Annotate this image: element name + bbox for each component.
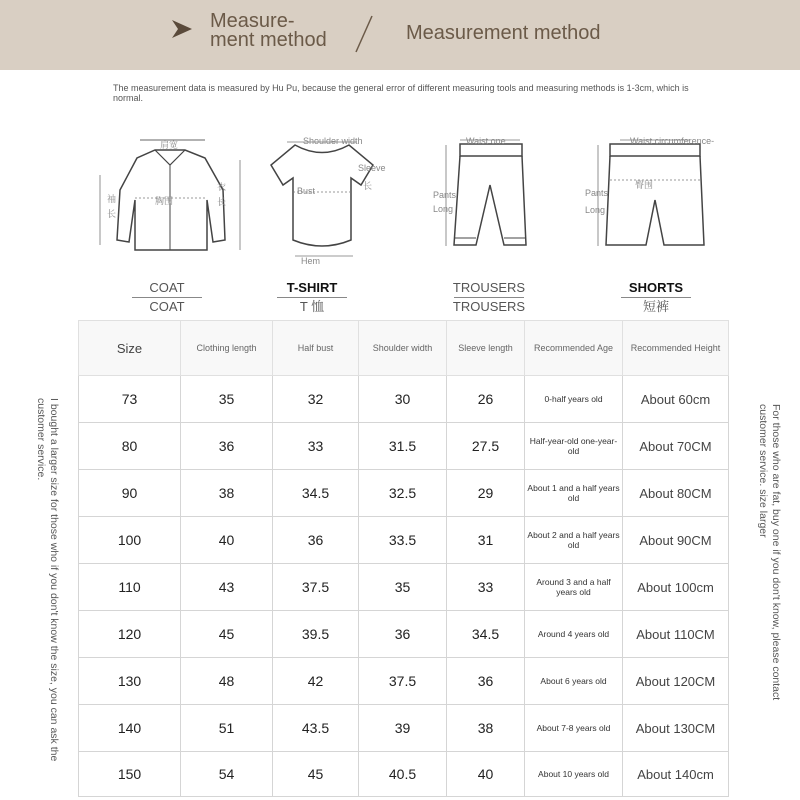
cell-size: 73	[79, 376, 181, 423]
tshirt-caption-en: T-SHIRT	[286, 280, 338, 295]
tshirt-label-bust: Bust	[297, 186, 316, 196]
table-row	[79, 752, 729, 797]
cell-half-bust: 36	[273, 517, 359, 564]
shorts-label-pants: Pants	[585, 188, 609, 198]
coat-label-chest: 胸围	[155, 196, 174, 206]
header-size: Size	[79, 321, 181, 376]
cell-sleeve-length: 33	[447, 564, 525, 611]
measurement-note: The measurement data is measured by Hu Pu, because the general error of different measuring tools and measuring methods is 1-3cm, which is normal.	[113, 83, 689, 103]
table-row	[79, 611, 729, 658]
trousers-label-waist: Waist one	[466, 136, 506, 146]
cell-clothing-length: 35	[181, 376, 273, 423]
cell-age: About 6 years old	[525, 658, 623, 705]
cell-size: 150	[79, 752, 181, 797]
cell-height: About 140cm	[623, 752, 729, 797]
cell-shoulder-width: 36	[359, 611, 447, 658]
cell-shoulder-width: 30	[359, 376, 447, 423]
cell-clothing-length: 45	[181, 611, 273, 658]
cell-size: 110	[79, 564, 181, 611]
cell-size: 120	[79, 611, 181, 658]
header-band	[0, 0, 800, 70]
slash-divider	[352, 14, 376, 54]
shorts-caption-en: SHORTS	[628, 280, 684, 295]
table-row	[79, 705, 729, 752]
tshirt-label-shoulder: Shoulder width	[303, 136, 363, 146]
cell-shoulder-width: 35	[359, 564, 447, 611]
cell-height: About 100cm	[623, 564, 729, 611]
cell-size: 130	[79, 658, 181, 705]
shorts-caption	[620, 280, 692, 315]
size-table	[78, 320, 729, 797]
cell-height: About 80CM	[623, 470, 729, 517]
cell-age: 0-half years old	[525, 376, 623, 423]
cell-height: About 110CM	[623, 611, 729, 658]
side-note-right: For those who are fat, buy one if you don't know, please contact customer service. size larger	[757, 404, 782, 701]
cell-clothing-length: 36	[181, 423, 273, 470]
cell-height: About 120CM	[623, 658, 729, 705]
table-row	[79, 423, 729, 470]
cell-shoulder-width: 37.5	[359, 658, 447, 705]
cell-height: About 70CM	[623, 423, 729, 470]
cell-sleeve-length: 31	[447, 517, 525, 564]
cell-half-bust: 43.5	[273, 705, 359, 752]
table-row	[79, 376, 729, 423]
shorts-caption-cn: 短裤	[642, 299, 669, 314]
cell-shoulder-width: 33.5	[359, 517, 447, 564]
cell-size: 90	[79, 470, 181, 517]
cell-sleeve-length: 34.5	[447, 611, 525, 658]
cell-size: 140	[79, 705, 181, 752]
cell-age: Around 4 years old	[525, 611, 623, 658]
table-row	[79, 470, 729, 517]
cell-age: Around 3 and a half years old	[525, 564, 623, 611]
cell-half-bust: 45	[273, 752, 359, 797]
cell-shoulder-width: 40.5	[359, 752, 447, 797]
header-clothing-length: Clothing length	[181, 321, 273, 376]
coat-label-length: 衣长	[217, 182, 227, 207]
cell-age: Half-year-old one-year-old	[525, 423, 623, 470]
tshirt-figure	[265, 130, 395, 270]
trousers-caption-en-2: TROUSERS	[452, 299, 526, 314]
coat-caption-en: COAT	[149, 280, 185, 295]
coat-label-shoulder: 肩宽	[160, 140, 179, 150]
table-header-row	[79, 321, 729, 376]
cell-height: About 130CM	[623, 705, 729, 752]
side-note-left: I bought a larger size for those who if you don't know the size, you can ask the customer service.	[35, 398, 60, 762]
cell-clothing-length: 54	[181, 752, 273, 797]
cell-clothing-length: 43	[181, 564, 273, 611]
cell-sleeve-length: 27.5	[447, 423, 525, 470]
header-sleeve-length: Sleeve length	[447, 321, 525, 376]
cell-shoulder-width: 31.5	[359, 423, 447, 470]
tshirt-label-sleeve-cn: 长	[363, 181, 373, 191]
shorts-figure	[580, 130, 740, 260]
table-row	[79, 564, 729, 611]
trousers-figure	[430, 130, 540, 260]
trousers-caption	[448, 280, 530, 315]
cell-sleeve-length: 26	[447, 376, 525, 423]
header-title-left: Measure- ment method	[210, 10, 327, 51]
cell-height: About 90CM	[623, 517, 729, 564]
cell-half-bust: 39.5	[273, 611, 359, 658]
table-row	[79, 517, 729, 564]
header-recommended-age: Recommended Age	[525, 321, 623, 376]
coat-caption	[125, 280, 209, 315]
coat-caption-en-2: COAT	[149, 299, 185, 314]
cell-half-bust: 33	[273, 423, 359, 470]
shorts-label-hip: 臀围	[635, 180, 654, 190]
cell-size: 80	[79, 423, 181, 470]
tshirt-label-sleeve: Sleeve	[358, 163, 386, 173]
header-recommended-height: Recommended Height	[623, 321, 729, 376]
cell-half-bust: 42	[273, 658, 359, 705]
coat-figure	[95, 130, 245, 260]
cell-shoulder-width: 39	[359, 705, 447, 752]
cell-sleeve-length: 36	[447, 658, 525, 705]
tshirt-caption-cn: T 恤	[299, 299, 325, 314]
header-half-bust: Half bust	[273, 321, 359, 376]
cell-age: About 2 and a half years old	[525, 517, 623, 564]
tshirt-illustration	[265, 130, 395, 270]
table-row	[79, 658, 729, 705]
trousers-label-pants: Pants	[433, 190, 457, 200]
cell-sleeve-length: 29	[447, 470, 525, 517]
cell-clothing-length: 40	[181, 517, 273, 564]
cell-age: About 7-8 years old	[525, 705, 623, 752]
trousers-label-long: Long	[433, 204, 454, 214]
cell-age: About 1 and a half years old	[525, 470, 623, 517]
cell-shoulder-width: 32.5	[359, 470, 447, 517]
shorts-label-waist: Waist circumference-	[630, 136, 715, 146]
tshirt-caption	[276, 280, 348, 315]
cell-half-bust: 32	[273, 376, 359, 423]
header-title-right: Measurement method	[406, 22, 601, 44]
cell-clothing-length: 38	[181, 470, 273, 517]
cell-height: About 60cm	[623, 376, 729, 423]
arrow-icon	[170, 18, 194, 40]
header-shoulder-width: Shoulder width	[359, 321, 447, 376]
cell-half-bust: 34.5	[273, 470, 359, 517]
tshirt-label-hem: Hem	[301, 256, 321, 266]
cell-clothing-length: 48	[181, 658, 273, 705]
coat-label-sleeve: 袖长	[107, 194, 117, 219]
cell-size: 100	[79, 517, 181, 564]
cell-sleeve-length: 40	[447, 752, 525, 797]
cell-half-bust: 37.5	[273, 564, 359, 611]
trousers-caption-en: TROUSERS	[452, 280, 526, 295]
cell-clothing-length: 51	[181, 705, 273, 752]
shorts-label-long: Long	[585, 205, 606, 215]
cell-age: About 10 years old	[525, 752, 623, 797]
cell-sleeve-length: 38	[447, 705, 525, 752]
